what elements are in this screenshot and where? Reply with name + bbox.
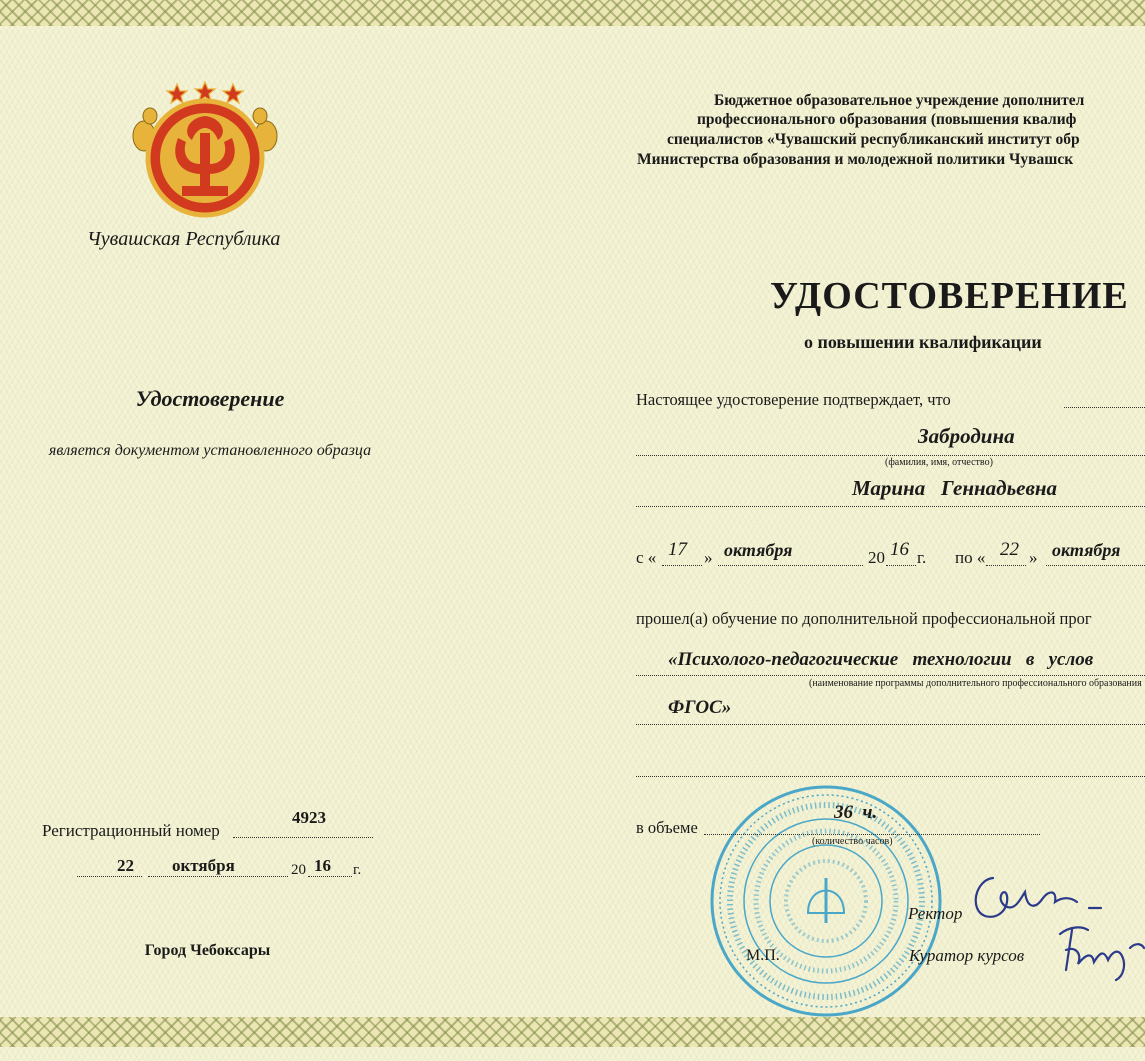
issue-year-suffix: г. [353,862,362,878]
from-month: октября [724,540,793,560]
issue-year-line [308,876,352,877]
institution-line-2: профессионального образования (повышения квалиф [697,111,1077,128]
program-line-1-rule [636,675,1145,676]
reg-number-line [233,837,373,838]
region-name: Чувашская Республика [87,228,281,250]
volume-caption: (количество часов) [812,836,893,847]
institution-line-3: специалистов «Чувашский республиканский институт обр [667,131,1080,148]
issue-year: 16 [314,856,331,875]
reg-number-label: Регистрационный номер [42,821,220,840]
program-line-3-rule [636,776,1145,777]
surname-line [636,455,1145,456]
rector-label: Ректор [908,904,963,923]
to-day: 22 [1000,539,1019,560]
issue-month: октября [172,856,235,875]
from-day-line [662,565,702,566]
issue-month-line [148,876,288,877]
person-name: Марина Геннадьевна [852,476,1058,500]
from-day: 17 [668,539,687,560]
reg-number-value: 4923 [292,808,326,827]
curator-signature-icon [1052,918,1145,984]
training-text: прошел(а) обучение по дополнительной профессиональной прог [636,609,1092,628]
to-quote-close: » [1029,548,1038,567]
volume-hours: 36 ч. [834,802,878,823]
to-day-line [986,565,1026,566]
curator-label: Куратор курсов [909,946,1025,965]
from-year-line [886,565,916,566]
certificate-subtitle: о повышении квалификации [804,332,1042,352]
institution-line-4: Министерства образования и молодежной политики Чувашск [637,151,1074,168]
volume-label: в объеме [636,818,698,837]
left-doc-title: Удостоверение [135,386,285,411]
issue-day: 22 [117,856,134,875]
from-year-suffix: г. [917,548,927,567]
certificate-title: УДОСТОВЕРЕНИЕ [770,275,1129,317]
issue-day-line [77,876,142,877]
from-prefix: с « [636,548,657,567]
bottom-ornament-border [0,1017,1145,1047]
to-month: октября [1052,540,1121,560]
institution-line-1: Бюджетное образовательное учреждение дополнител [714,92,1085,109]
from-quote-close: » [704,548,713,567]
top-ornament-border [0,0,1145,26]
from-year-prefix: 20 [868,548,885,567]
fio-caption: (фамилия, имя, отчество) [885,457,993,468]
program-caption: (наименование программы дополнительного профессионального образования [809,678,1142,689]
program-name-line-1: «Психолого-педагогические технологии в услов [668,649,1094,670]
confirm-text: Настоящее удостоверение подтверждает, что [636,390,951,409]
mp-label: М.П. [746,947,780,964]
person-surname: Забродина [918,424,1015,448]
to-prefix: по « [955,548,986,567]
from-year: 16 [890,539,909,560]
name-line [636,506,1145,507]
round-seal-stamp-icon [708,783,944,1019]
confirm-line [1064,407,1145,408]
chuvash-coat-of-arms-icon [130,78,280,218]
program-name-line-2: ФГОС» [668,697,732,718]
issue-year-prefix: 20 [291,862,306,878]
city-name: Город Чебоксары [144,942,271,959]
from-month-line [718,565,863,566]
volume-line [704,834,1040,835]
program-line-2-rule [636,724,1145,725]
to-month-line [1046,565,1145,566]
left-doc-note: является документом установленного образца [48,442,372,459]
